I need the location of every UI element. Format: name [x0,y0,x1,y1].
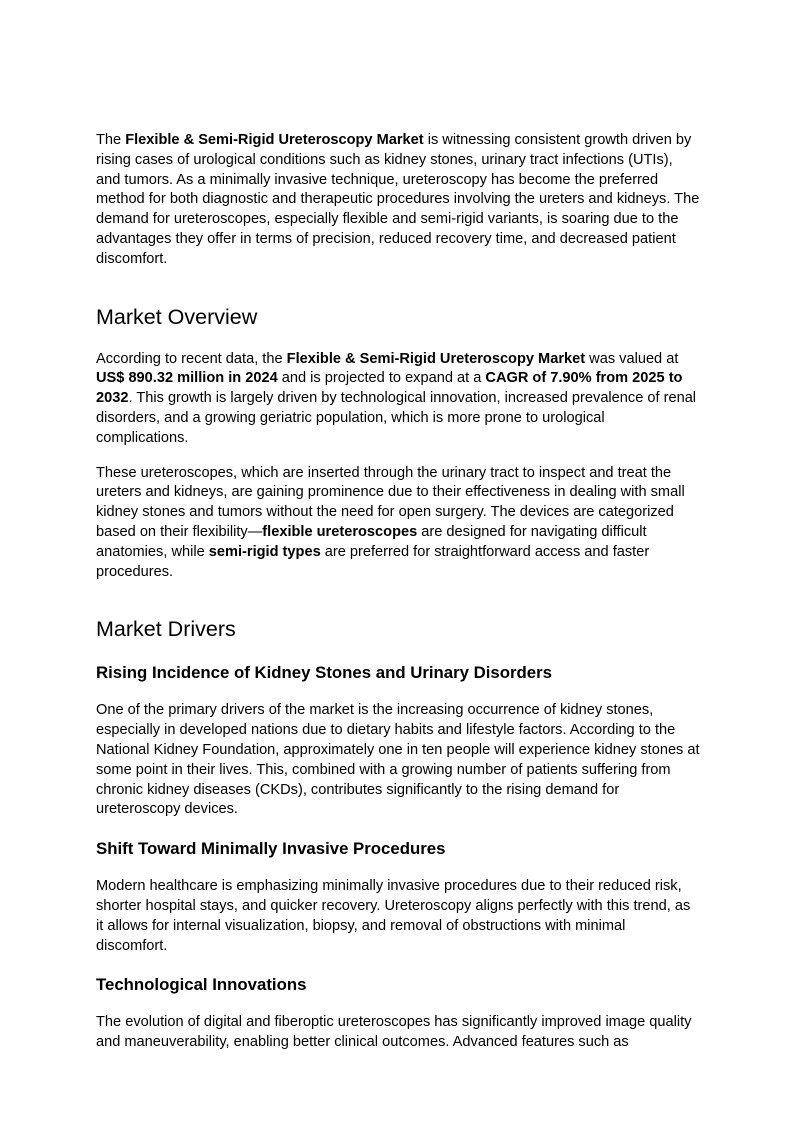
intro-bold-market-name: Flexible & Semi-Rigid Ureteroscopy Market [125,132,424,148]
overview-p2-bold-2: semi-rigid types [208,543,321,560]
subheading-minimally-invasive: Shift Toward Minimally Invasive Procedures [96,839,446,859]
overview-p1-bold-1: Flexible & Semi-Rigid Ureteroscopy Market [286,350,586,367]
intro-text-2: is witnessing consistent growth driven by rising cases of urological conditions such as kidney stones, urinary tract infections (UTIs), and tumors. As a minimally invasive technique, ureteroscopy has become the preferred method for both diagnostic and therapeutic procedures involving the ureters and kidneys. The demand for ureteroscopes, especially flexible and semi-rigid variants, is soaring due to the advantages they offer in terms of precision, reduced recovery time, and decreased patient discomfort. [96,132,700,267]
overview-paragraph-2 [96,464,700,583]
overview-p1-bold-3: CAGR of 7.90% from 2025 to 2032 [96,370,683,407]
heading-market-overview: Market Overview [96,304,258,329]
heading-market-drivers: Market Drivers [96,617,236,642]
drivers-paragraph-1: One of the primary drivers of the market is the increasing occurrence of kidney stones, especially in developed nations due to dietary habits and lifestyle factors. According to the National Kidney Foundation, approximately one in ten people will experience kidney stones at some point in their lives. This, combined with a growing number of patients suffering from chronic kidney diseases (CKDs), contributes significantly to the rising demand for ureteroscopy devices. [96,702,700,818]
document-page [96,131,700,1053]
overview-p1-text-3: and is projected to expand at a [277,370,486,387]
subheading-technological-innovations: Technological Innovations [96,975,307,995]
overview-p1-text-2: was valued at [585,350,679,367]
overview-p1-bold-2: US$ 890.32 million in 2024 [96,370,278,387]
overview-p2-text-1: These ureteroscopes, which are inserted through the urinary tract to inspect and treat the ureters and kidneys, are gaining prominence due to their effectiveness in dealing with small kidney stones and tumors without the need for open surgery. The devices are categorized based on their flexibility— [96,464,685,540]
drivers-paragraph-3: The evolution of digital and fiberoptic ureteroscopes has significantly improved image quality and maneuverability, enabling better clinical outcomes. Advanced features such as [96,1014,692,1051]
overview-p2-text-3: are preferred for straightforward access and faster procedures. [96,543,650,580]
overview-p2-bold-1: flexible ureteroscopes [262,523,418,540]
subheading-kidney-stones: Rising Incidence of Kidney Stones and Urinary Disorders [96,663,552,683]
drivers-paragraph-2: Modern healthcare is emphasizing minimally invasive procedures due to their reduced risk, shorter hospital stays, and quicker recovery. Ureteroscopy aligns perfectly with this trend, as it allows for internal visualization, biopsy, and removal of obstructions with minimal discomfort. [96,878,691,954]
overview-p1-text-1: According to recent data, the [96,350,287,367]
intro-paragraph [96,131,700,270]
overview-paragraph-1 [96,350,700,449]
overview-p1-text-4: . This growth is largely driven by technological innovation, increased prevalence of renal disorders, and a growing geriatric population, which is more prone to urological complications. [96,390,697,446]
intro-text-1: The [96,132,126,148]
overview-p2-text-2: are designed for navigating difficult anatomies, while [96,523,647,560]
